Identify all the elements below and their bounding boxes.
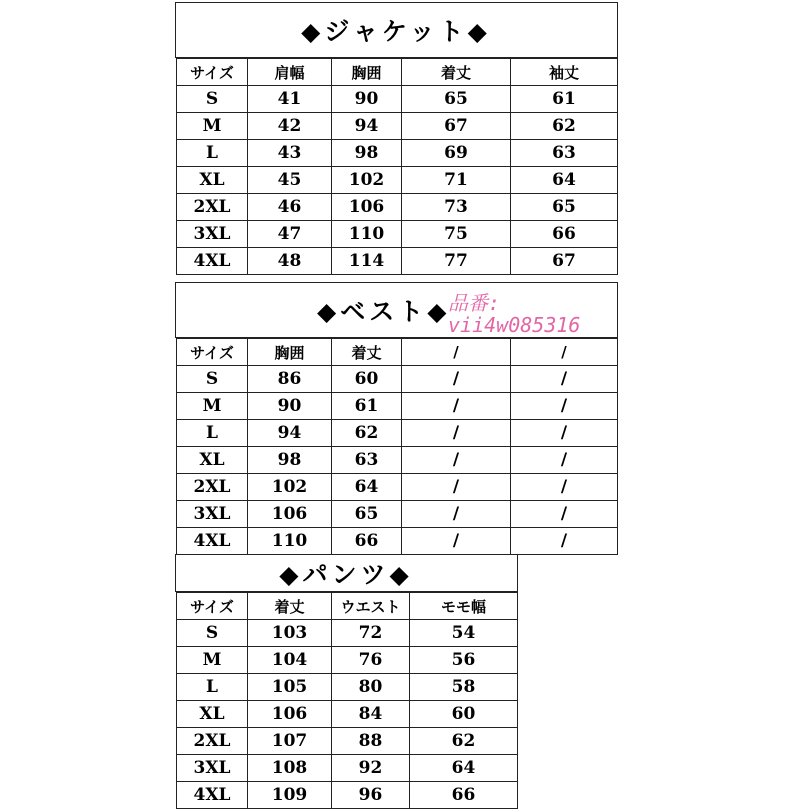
- vest-table-row: [177, 501, 618, 528]
- pants-size-cell: 2XL: [177, 728, 248, 755]
- jacket-size-cell: M: [177, 113, 248, 140]
- jacket-value-cell: 69: [402, 140, 511, 167]
- vest-value-cell: /: [511, 366, 618, 393]
- pants-value-cell: 72: [332, 620, 410, 647]
- jacket-table-row: [177, 221, 618, 248]
- vest-size-cell: S: [177, 366, 248, 393]
- jacket-value-cell: 61: [511, 86, 618, 113]
- pants-value-cell: 108: [248, 755, 332, 782]
- pants-value-cell: 88: [332, 728, 410, 755]
- pants-value-cell: 80: [332, 674, 410, 701]
- vest-header-cell: 胸囲: [248, 339, 332, 366]
- vest-value-cell: /: [511, 474, 618, 501]
- jacket-value-cell: 114: [332, 248, 402, 275]
- pants-value-cell: 107: [248, 728, 332, 755]
- pants-header-cell: モモ幅: [410, 593, 518, 620]
- jacket-table-row: [177, 140, 618, 167]
- vest-table-row: [177, 393, 618, 420]
- jacket-header-cell: 胸囲: [332, 59, 402, 86]
- vest-value-cell: 60: [332, 366, 402, 393]
- vest-table-row: [177, 420, 618, 447]
- vest-value-cell: 94: [248, 420, 332, 447]
- pants-size-cell: M: [177, 647, 248, 674]
- jacket-value-cell: 67: [402, 113, 511, 140]
- pants-header-cell: 着丈: [248, 593, 332, 620]
- jacket-value-cell: 102: [332, 167, 402, 194]
- vest-value-cell: 102: [248, 474, 332, 501]
- jacket-size-cell: L: [177, 140, 248, 167]
- jacket-table-row: [177, 194, 618, 221]
- vest-title: ◆ベスト◆: [317, 297, 451, 326]
- vest-header-cell: サイズ: [177, 339, 248, 366]
- jacket-value-cell: 73: [402, 194, 511, 221]
- pants-table-row: [177, 782, 518, 809]
- vest-value-cell: 86: [248, 366, 332, 393]
- vest-size-cell: M: [177, 393, 248, 420]
- vest-value-cell: /: [402, 420, 511, 447]
- jacket-value-cell: 47: [248, 221, 332, 248]
- pants-value-cell: 84: [332, 701, 410, 728]
- jacket-header-cell: 袖丈: [511, 59, 618, 86]
- pants-value-cell: 96: [332, 782, 410, 809]
- jacket-size-cell: S: [177, 86, 248, 113]
- jacket-size-cell: 2XL: [177, 194, 248, 221]
- pants-value-cell: 106: [248, 701, 332, 728]
- jacket-value-cell: 43: [248, 140, 332, 167]
- jacket-value-cell: 62: [511, 113, 618, 140]
- pants-size-table: [176, 592, 518, 809]
- pants-table-row: [177, 647, 518, 674]
- jacket-value-cell: 48: [248, 248, 332, 275]
- jacket-title: ◆ジャケット◆: [301, 17, 491, 46]
- pants-table-row: [177, 620, 518, 647]
- vest-value-cell: 110: [248, 528, 332, 555]
- vest-header-cell: /: [402, 339, 511, 366]
- vest-size-table: [176, 338, 618, 555]
- jacket-value-cell: 63: [511, 140, 618, 167]
- vest-value-cell: /: [402, 366, 511, 393]
- jacket-value-cell: 45: [248, 167, 332, 194]
- jacket-value-cell: 98: [332, 140, 402, 167]
- jacket-header-cell: 着丈: [402, 59, 511, 86]
- vest-value-cell: 64: [332, 474, 402, 501]
- jacket-table-row: [177, 167, 618, 194]
- jacket-value-cell: 41: [248, 86, 332, 113]
- pants-value-cell: 104: [248, 647, 332, 674]
- jacket-value-cell: 46: [248, 194, 332, 221]
- watermark-code: vii4w085316: [448, 313, 581, 337]
- jacket-value-cell: 75: [402, 221, 511, 248]
- pants-size-cell: XL: [177, 701, 248, 728]
- pants-size-cell: L: [177, 674, 248, 701]
- pants-size-cell: S: [177, 620, 248, 647]
- jacket-value-cell: 94: [332, 113, 402, 140]
- vest-value-cell: /: [511, 393, 618, 420]
- vest-value-cell: 98: [248, 447, 332, 474]
- vest-size-cell: XL: [177, 447, 248, 474]
- jacket-value-cell: 66: [511, 221, 618, 248]
- jacket-value-cell: 77: [402, 248, 511, 275]
- jacket-value-cell: 64: [511, 167, 618, 194]
- jacket-table-row: [177, 86, 618, 113]
- jacket-size-table: [176, 58, 618, 275]
- vest-value-cell: /: [402, 501, 511, 528]
- vest-value-cell: 90: [248, 393, 332, 420]
- vest-value-cell: /: [511, 447, 618, 474]
- vest-table-row: [177, 474, 618, 501]
- product-code-watermark: [448, 292, 580, 336]
- pants-value-cell: 105: [248, 674, 332, 701]
- vest-header-cell: /: [511, 339, 618, 366]
- vest-value-cell: 66: [332, 528, 402, 555]
- pants-value-cell: 103: [248, 620, 332, 647]
- vest-value-cell: /: [511, 501, 618, 528]
- pants-header-cell: ウエスト: [332, 593, 410, 620]
- pants-table-row: [177, 674, 518, 701]
- pants-value-cell: 60: [410, 701, 518, 728]
- vest-table-row: [177, 447, 618, 474]
- pants-value-cell: 58: [410, 674, 518, 701]
- jacket-table-row: [177, 248, 618, 275]
- pants-header-cell: サイズ: [177, 593, 248, 620]
- pants-value-cell: 92: [332, 755, 410, 782]
- pants-value-cell: 62: [410, 728, 518, 755]
- vest-table-row: [177, 528, 618, 555]
- jacket-value-cell: 42: [248, 113, 332, 140]
- jacket-value-cell: 106: [332, 194, 402, 221]
- vest-value-cell: /: [511, 528, 618, 555]
- vest-value-cell: /: [402, 528, 511, 555]
- vest-size-cell: 2XL: [177, 474, 248, 501]
- pants-value-cell: 109: [248, 782, 332, 809]
- vest-value-cell: /: [402, 393, 511, 420]
- jacket-value-cell: 71: [402, 167, 511, 194]
- vest-value-cell: /: [402, 474, 511, 501]
- pants-value-cell: 66: [410, 782, 518, 809]
- pants-table-row: [177, 755, 518, 782]
- jacket-value-cell: 65: [511, 194, 618, 221]
- pants-table-row: [177, 701, 518, 728]
- watermark-label: 品番:: [448, 291, 501, 315]
- pants-table-row: [177, 728, 518, 755]
- jacket-value-cell: 67: [511, 248, 618, 275]
- jacket-table-row: [177, 113, 618, 140]
- jacket-header-cell: 肩幅: [248, 59, 332, 86]
- vest-value-cell: /: [511, 420, 618, 447]
- vest-table-row: [177, 366, 618, 393]
- vest-value-cell: 62: [332, 420, 402, 447]
- pants-title: ◆パンツ◆: [279, 560, 413, 589]
- vest-value-cell: 65: [332, 501, 402, 528]
- jacket-value-cell: 65: [402, 86, 511, 113]
- jacket-size-cell: 4XL: [177, 248, 248, 275]
- jacket-size-cell: XL: [177, 167, 248, 194]
- vest-size-cell: 4XL: [177, 528, 248, 555]
- jacket-value-cell: 90: [332, 86, 402, 113]
- jacket-header-cell: サイズ: [177, 59, 248, 86]
- vest-size-cell: L: [177, 420, 248, 447]
- vest-value-cell: 63: [332, 447, 402, 474]
- vest-header-row: [177, 339, 618, 366]
- vest-value-cell: /: [402, 447, 511, 474]
- pants-size-cell: 4XL: [177, 782, 248, 809]
- vest-value-cell: 106: [248, 501, 332, 528]
- vest-value-cell: 61: [332, 393, 402, 420]
- vest-header-cell: 着丈: [332, 339, 402, 366]
- pants-value-cell: 54: [410, 620, 518, 647]
- jacket-size-cell: 3XL: [177, 221, 248, 248]
- pants-size-cell: 3XL: [177, 755, 248, 782]
- pants-header-row: [177, 593, 518, 620]
- jacket-header-row: [177, 59, 618, 86]
- pants-value-cell: 56: [410, 647, 518, 674]
- pants-value-cell: 64: [410, 755, 518, 782]
- jacket-value-cell: 110: [332, 221, 402, 248]
- vest-size-cell: 3XL: [177, 501, 248, 528]
- pants-value-cell: 76: [332, 647, 410, 674]
